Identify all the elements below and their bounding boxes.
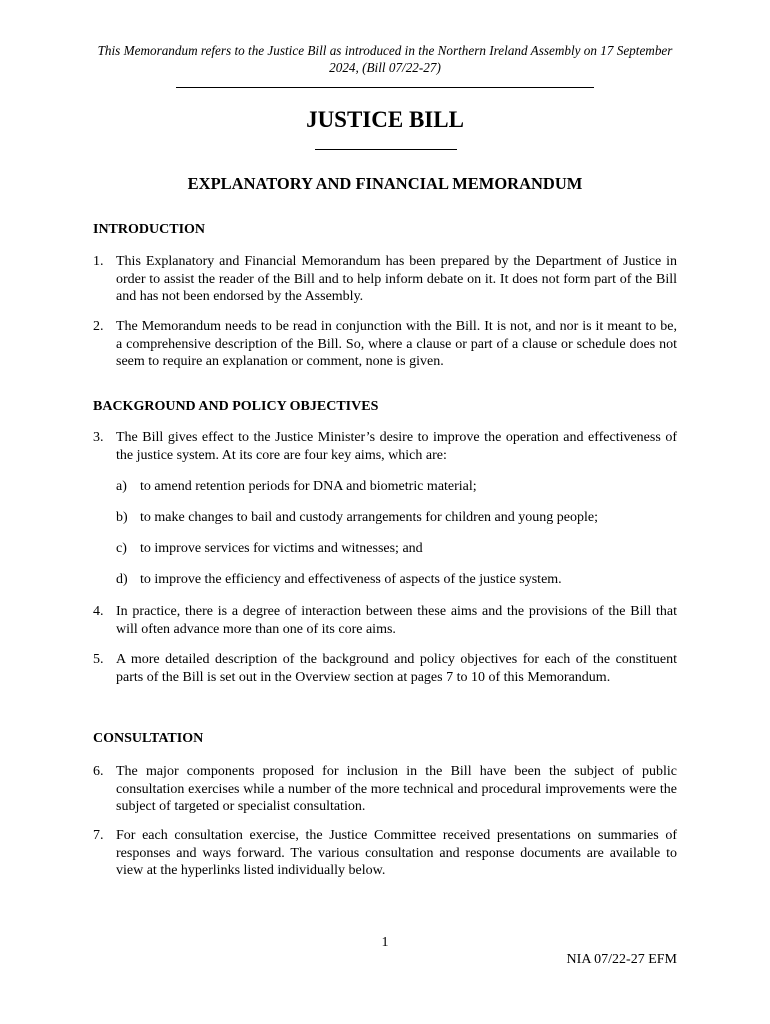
paragraph-3 <box>93 429 677 464</box>
paragraph-text: In practice, there is a degree of interaction between these aims and the provisions of the Bill that will often advance more than one of its core aims. <box>116 604 677 637</box>
header-note: This Memorandum refers to the Justice Bill as introduced in the Northern Ireland Assembly on 17 September 2024, (Bill 07/22-27) <box>97 43 673 75</box>
section-heading-introduction: INTRODUCTION <box>93 222 206 237</box>
paragraph-6 <box>93 763 677 816</box>
aim-text: to make changes to bail and custody arrangements for children and young people; <box>140 510 598 525</box>
paragraph-2 <box>93 318 677 371</box>
section-heading-consultation: CONSULTATION <box>93 731 204 746</box>
footer-reference: NIA 07/22-27 EFM <box>566 952 677 967</box>
aim-item-d <box>116 571 677 589</box>
paragraph-number: 7. <box>93 828 104 843</box>
aim-text: to improve the efficiency and effectiveness of aspects of the justice system. <box>140 572 562 587</box>
title-rule <box>315 149 457 150</box>
page-number: 1 <box>381 935 389 950</box>
paragraph-text: This Explanatory and Financial Memorandum has been prepared by the Department of Justice in order to assist the reader of the Bill and to help inform debate on it. It does not form part of the Bill and has not been endorsed by the Assembly. <box>116 254 677 304</box>
paragraph-number: 5. <box>93 652 104 667</box>
paragraph-number: 1. <box>93 254 104 269</box>
paragraph-1 <box>93 253 677 306</box>
aim-item-a <box>116 478 677 496</box>
paragraph-number: 4. <box>93 604 104 619</box>
paragraph-text: A more detailed description of the background and policy objectives for each of the constituent parts of the Bill is set out in the Overview section at pages 7 to 10 of this Memorandum. <box>116 652 677 685</box>
aim-label: d) <box>116 572 128 587</box>
aim-label: a) <box>116 479 127 494</box>
paragraph-4 <box>93 603 677 638</box>
paragraph-text: The Bill gives effect to the Justice Minister’s desire to improve the operation and effectiveness of the justice system. At its core are four key aims, which are: <box>116 430 677 463</box>
aim-text: to improve services for victims and witnesses; and <box>140 541 423 556</box>
paragraph-5 <box>93 651 677 686</box>
paragraph-text: The Memorandum needs to be read in conjunction with the Bill. It is not, and nor is it meant to be, a comprehensive description of the Bill. So, where a clause or part of a clause or schedule does not seem to require an explanation or comment, none is given. <box>116 319 677 369</box>
paragraph-number: 3. <box>93 430 104 445</box>
section-heading-background: BACKGROUND AND POLICY OBJECTIVES <box>93 399 379 414</box>
paragraph-7 <box>93 827 677 880</box>
aim-item-b <box>116 509 677 527</box>
header-rule <box>176 87 594 88</box>
paragraph-text: For each consultation exercise, the Justice Committee received presentations on summaries of responses and ways forward. The various consultation and response documents are available to view at the hyperlinks listed individually below. <box>116 828 677 878</box>
document-title: JUSTICE BILL <box>306 107 464 132</box>
aim-label: c) <box>116 541 127 556</box>
aim-text: to amend retention periods for DNA and biometric material; <box>140 479 477 494</box>
aim-item-c <box>116 540 677 558</box>
paragraph-text: The major components proposed for inclusion in the Bill have been the subject of public consultation exercises while a number of the more technical and procedural improvements were the subject of targeted or specialist consultation. <box>116 764 677 814</box>
paragraph-number: 6. <box>93 764 104 779</box>
aim-label: b) <box>116 510 128 525</box>
document-subtitle: EXPLANATORY AND FINANCIAL MEMORANDUM <box>187 174 583 193</box>
paragraph-number: 2. <box>93 319 104 334</box>
